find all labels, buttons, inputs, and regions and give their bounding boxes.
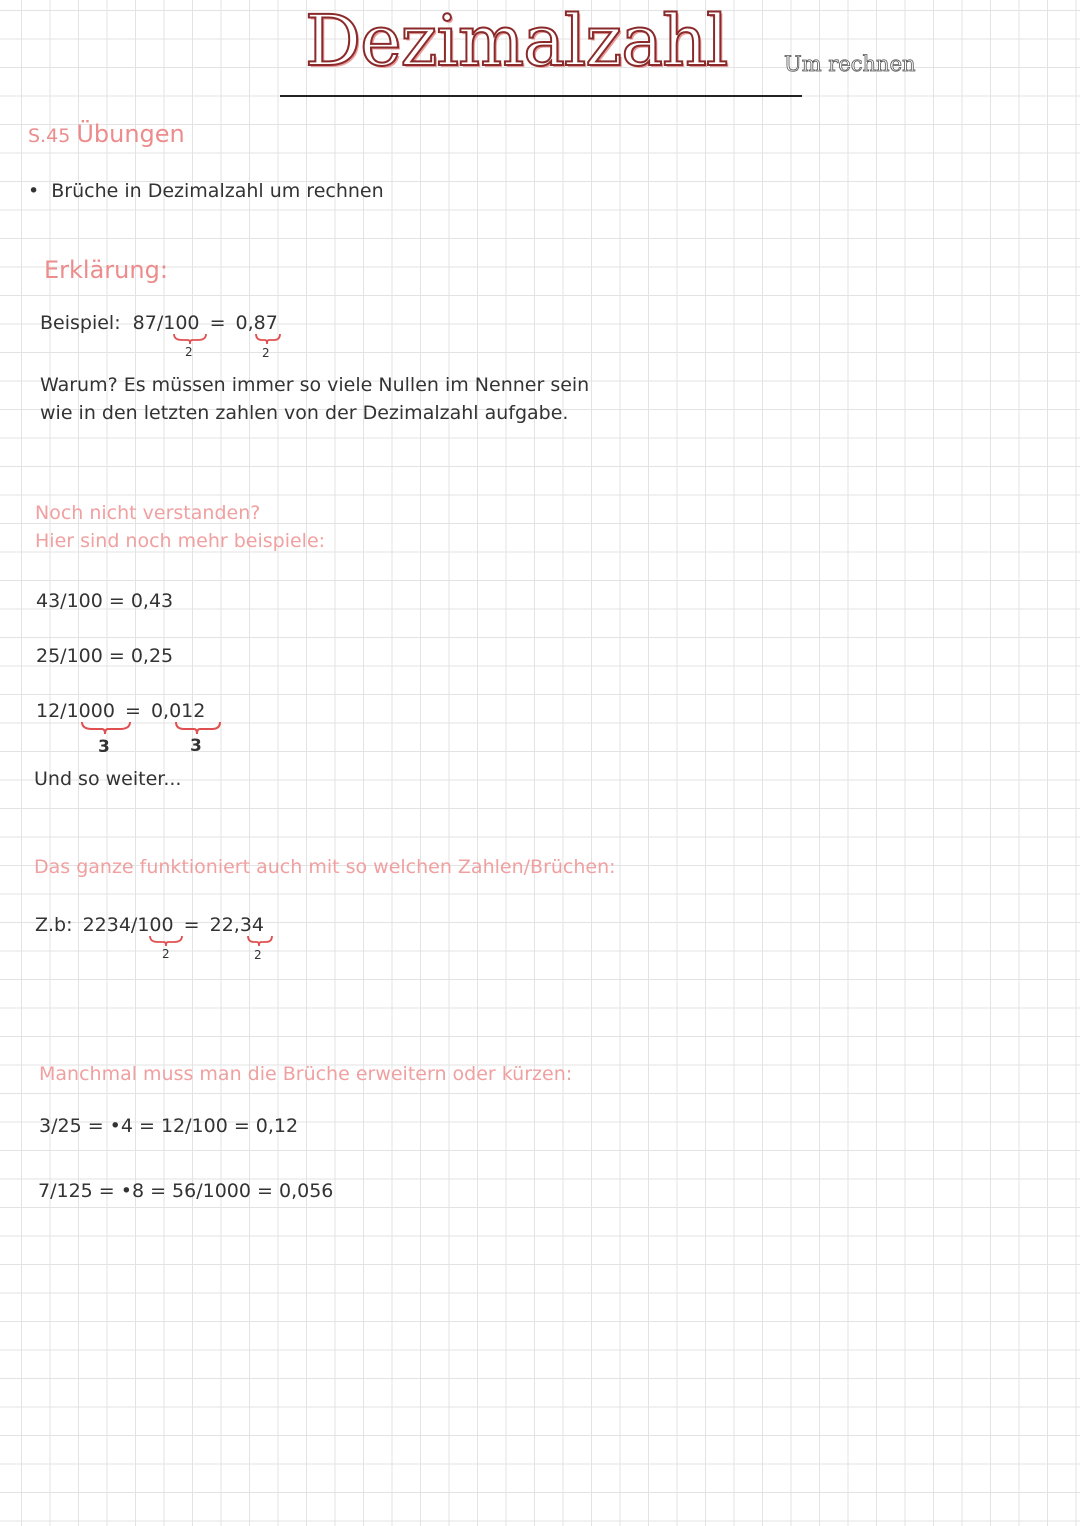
more-line-1: Noch nicht verstanden?	[35, 502, 261, 524]
brace-underline	[254, 332, 282, 346]
ex3-count-left: 3	[98, 737, 110, 757]
general-fraction: 2234/100	[82, 914, 174, 936]
bullet-text: Brüche in Dezimalzahl um rechnen	[51, 180, 384, 202]
brace-underline	[172, 332, 208, 346]
more-example-1: 43/100 = 0,43	[36, 590, 174, 612]
example-label: Beispiel:	[40, 312, 121, 334]
general-heading: Das ganze funktioniert auch mit so welchen Zahlen/Brüchen:	[34, 856, 616, 878]
bullet-item	[28, 180, 384, 202]
example-equals: =	[209, 312, 226, 334]
example-count-right: 2	[262, 346, 270, 360]
ex3-equals: =	[124, 700, 141, 722]
page-title: Dezimalzahl	[305, 0, 728, 82]
expand-heading: Manchmal muss man die Brüche erweitern oder kürzen:	[39, 1063, 573, 1085]
why-line-1: Warum? Es müssen immer so viele Nullen im Nenner sein	[40, 374, 590, 396]
example-result: 0,87	[235, 312, 278, 334]
general-label: Z.b:	[35, 914, 73, 936]
ex3-count-right: 3	[190, 736, 202, 756]
expand-example-2: 7/125 = •8 = 56/1000 = 0,056	[38, 1180, 334, 1202]
general-count-left: 2	[162, 947, 170, 961]
expand-example-1: 3/25 = •4 = 12/100 = 0,12	[39, 1115, 299, 1137]
page-subtitle: Um rechnen	[784, 52, 916, 76]
more-line-2: Hier sind noch mehr beispiele:	[35, 530, 326, 552]
brace-underline	[80, 720, 132, 736]
general-example	[35, 914, 264, 936]
ex3-result: 0,012	[150, 700, 206, 722]
general-equals: =	[183, 914, 200, 936]
example-count-left: 2	[185, 345, 193, 359]
brace-underline	[174, 720, 222, 736]
section-ref: S.45	[28, 125, 71, 147]
more-example-2: 25/100 = 0,25	[36, 645, 174, 667]
bullet-dot: •	[28, 180, 40, 202]
example-line	[40, 312, 278, 334]
why-line-2: wie in den letzten zahlen von der Dezimalzahl aufgabe.	[40, 402, 569, 424]
explanation-heading: Erklärung:	[44, 256, 168, 284]
example-fraction: 87/100	[132, 312, 200, 334]
title-underline	[280, 95, 802, 97]
general-result: 22,34	[209, 914, 265, 936]
more-example-3	[36, 700, 205, 722]
closing-text: Und so weiter...	[34, 768, 182, 790]
brace-underline	[246, 934, 274, 948]
section-heading	[28, 120, 185, 148]
brace-underline	[148, 934, 184, 948]
ex3-fraction: 12/1000	[36, 700, 115, 722]
section-title: Übungen	[76, 120, 185, 148]
general-count-right: 2	[254, 948, 262, 962]
